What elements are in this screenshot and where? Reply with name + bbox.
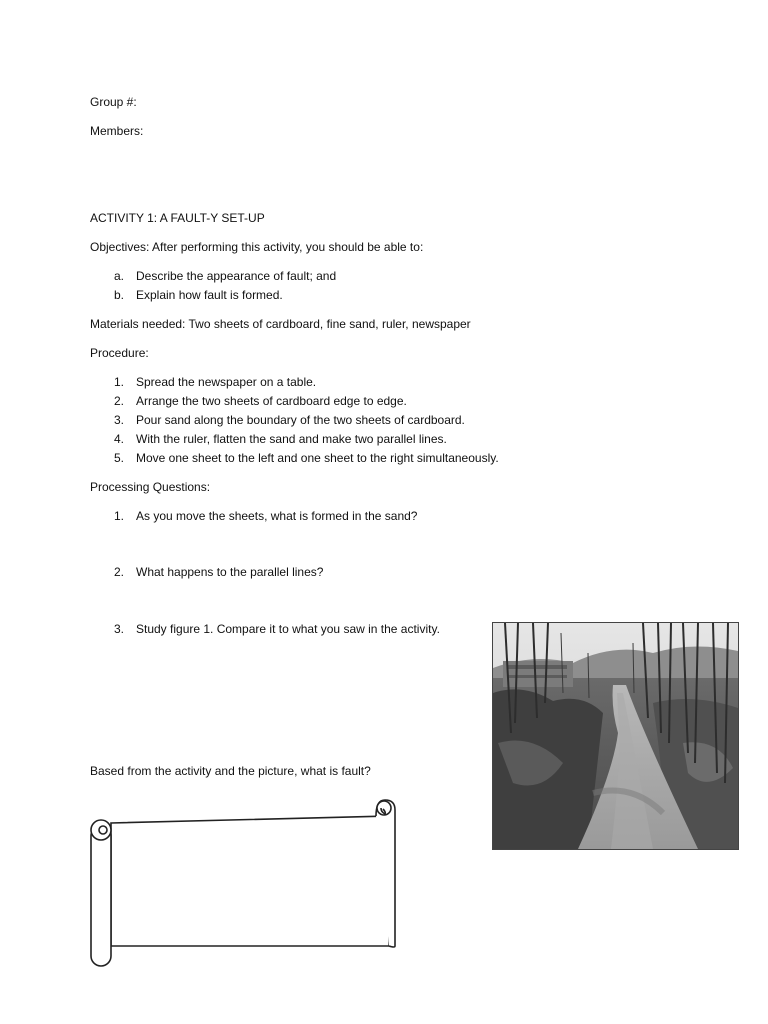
- questions-label: Processing Questions:: [90, 480, 211, 494]
- road-photo-icon: [492, 622, 739, 850]
- question-item: What happens to the parallel lines?: [136, 565, 324, 579]
- question-item: Study figure 1. Compare it to what you saw in the activity.: [136, 622, 440, 636]
- procedure-step: Arrange the two sheets of cardboard edge to edge.: [136, 394, 407, 408]
- list-marker: 4.: [113, 432, 124, 446]
- procedure-step: Spread the newspaper on a table.: [136, 375, 317, 389]
- list-marker: 2.: [113, 394, 124, 408]
- final-question: Based from the activity and the picture, what is fault?: [90, 764, 371, 778]
- list-marker: 3.: [113, 622, 124, 636]
- list-marker: 5.: [113, 451, 124, 465]
- objective-item: Describe the appearance of fault; and: [136, 269, 337, 283]
- question-item: As you move the sheets, what is formed in the sand?: [136, 509, 418, 523]
- objectives-intro: Objectives: After performing this activity, you should be able to:: [90, 240, 424, 254]
- list-marker: b.: [113, 288, 124, 302]
- list-marker: 2.: [113, 565, 124, 579]
- answer-scroll-box[interactable]: [86, 796, 401, 974]
- objective-item: Explain how fault is formed.: [136, 288, 283, 302]
- procedure-step: Move one sheet to the left and one sheet to the right simultaneously.: [136, 451, 499, 465]
- list-marker: 1.: [113, 375, 124, 389]
- materials-text: Materials needed: Two sheets of cardboard, fine sand, ruler, newspaper: [90, 317, 471, 331]
- procedure-label: Procedure:: [90, 346, 149, 360]
- activity-title: ACTIVITY 1: A FAULT-Y SET-UP: [90, 211, 265, 225]
- members-label: Members:: [90, 124, 144, 138]
- list-marker: a.: [113, 269, 124, 283]
- procedure-step: With the ruler, flatten the sand and make two parallel lines.: [136, 432, 447, 446]
- procedure-step: Pour sand along the boundary of the two sheets of cardboard.: [136, 413, 465, 427]
- list-marker: 1.: [113, 509, 124, 523]
- list-marker: 3.: [113, 413, 124, 427]
- group-label: Group #:: [90, 95, 137, 109]
